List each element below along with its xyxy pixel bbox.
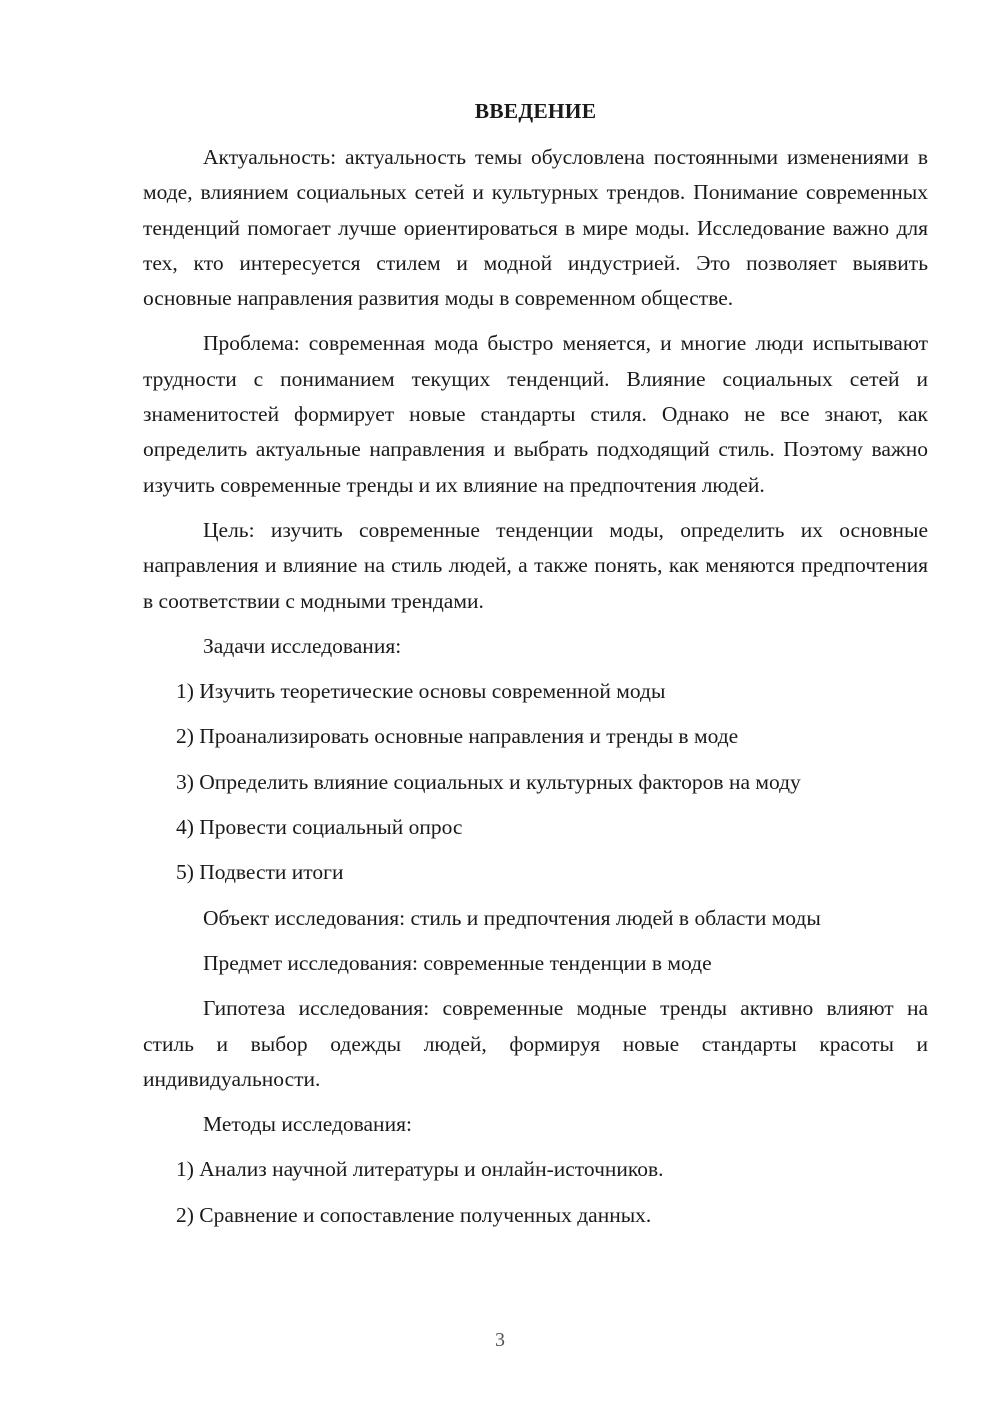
list-item: 3) Определить влияние социальных и культурных факторов на моду (176, 769, 801, 794)
methods-heading: Методы исследования: (203, 1112, 412, 1137)
hypothesis-paragraph: Гипотеза исследования: современные модные тренды активно влияют на стиль и выбор одежды людей, формируя новые стандарты красоты и индивидуальности. (143, 996, 928, 1091)
list-item: 4) Провести социальный опрос (176, 815, 463, 840)
goal-paragraph: Цель: изучить современные тенденции моды, определить их основные направления и влияние на стиль людей, а также понять, как меняются предпочтения в соответствии с модными трендами. (143, 517, 928, 613)
tasks-heading: Задачи исследования: (203, 633, 402, 658)
document-page (143, 96, 928, 1243)
page-title: ВВЕДЕНИЕ (474, 99, 597, 123)
list-item: 1) Анализ научной литературы и онлайн-источников. (176, 1157, 664, 1182)
methods-list (143, 1152, 928, 1233)
subject-line: Предмет исследования: современные тенденции в моде (203, 950, 712, 975)
list-item: 2) Проанализировать основные направления и тренды в моде (176, 724, 739, 749)
list-item: 1) Изучить теоретические основы современной моды (176, 679, 666, 704)
list-item: 2) Сравнение и сопоставление полученных данных. (176, 1202, 652, 1227)
relevance-paragraph: Актуальность: актуальность темы обусловлена постоянными изменениями в моде, влиянием социальных сетей и культурных трендов. Понимание современных тенденций помогает лучше ориентироваться в мире моды. Исследование важно для тех, кто интересуется стилем и модной индустрией. Это позволяет выявить основные направления развития моды в современном обществе. (143, 145, 928, 311)
page-number: 3 (495, 1329, 505, 1351)
list-item: 5) Подвести итоги (176, 860, 344, 885)
problem-paragraph: Проблема: современная мода быстро меняется, и многие люди испытывают трудности с пониманием текущих тенденций. Влияние социальных сетей и знаменитостей формирует новые стандарты стиля. Однако не все знают, как определить актуальные направления и выбрать подходящий стиль. Поэтому важно изучить современные тренды и их влияние на предпочтения людей. (143, 331, 928, 497)
object-line: Объект исследования: стиль и предпочтения людей в области моды (203, 905, 821, 930)
tasks-list (143, 674, 928, 890)
